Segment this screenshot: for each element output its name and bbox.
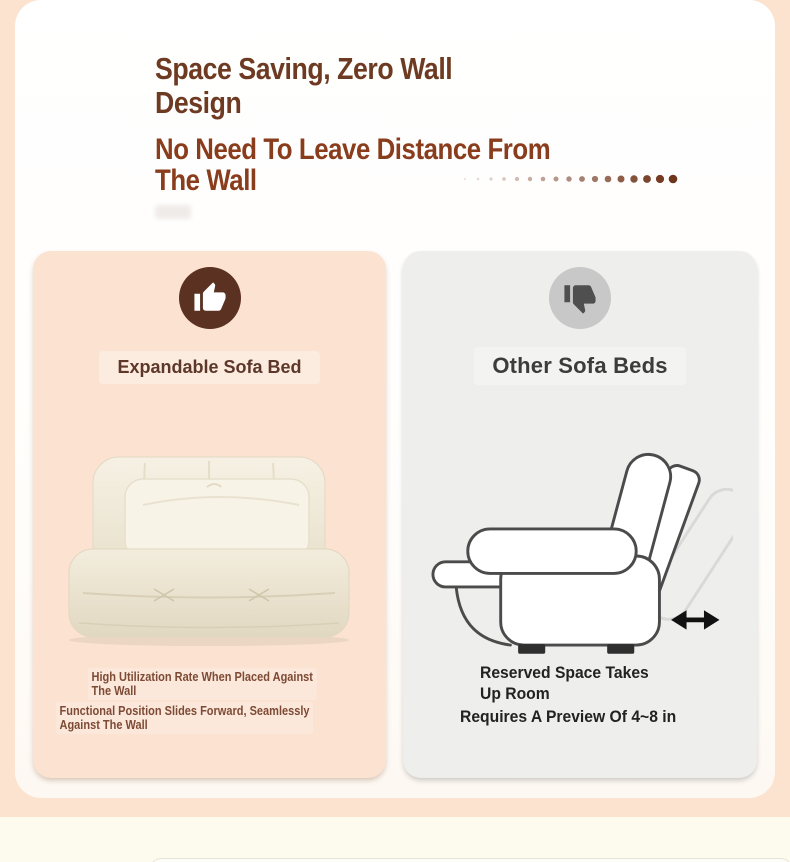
bad-point-reserved-space: [480, 663, 649, 705]
page-title-line1: Space Saving, Zero Wall: [155, 51, 453, 86]
good-card-title-text: Expandable Sofa Bed: [99, 351, 319, 384]
thumbs-down-icon: [563, 281, 597, 315]
clearance-arrow-icon: [671, 610, 719, 629]
next-section-card-peek: [150, 858, 790, 862]
recliner-shapes: [433, 449, 733, 653]
sofa-shapes: [69, 457, 349, 646]
page-subtitle-line1: No Need To Leave Distance From: [155, 133, 551, 166]
trailing-dots-icon: [460, 172, 682, 186]
bad-card-title: [403, 347, 757, 385]
good-point-2-line1: Functional Position Slides Forward, Seamlessly: [59, 704, 310, 718]
card-other-sofa-beds: [403, 251, 757, 778]
good-point-1-line2: The Wall: [91, 684, 137, 698]
thumbs-down-badge: [549, 267, 611, 329]
page-title: [155, 52, 452, 120]
subtitle-shadow-smudge: [155, 205, 191, 219]
good-point-2-line2: Against The Wall: [59, 718, 148, 732]
dots-group: [464, 175, 678, 184]
page-subtitle-line2: The Wall: [155, 164, 257, 197]
card-expandable-sofa-bed: [33, 251, 386, 778]
thumbs-up-badge: [179, 267, 241, 329]
bad-point-2-line1: Requires A Preview Of 4~8 in: [460, 708, 677, 726]
thumbs-up-icon: [193, 281, 227, 315]
recliner-line-drawing: [431, 435, 733, 677]
bad-point-preview-distance: [460, 707, 676, 728]
bad-point-1-line2: Up Room: [480, 685, 550, 703]
page-subtitle: [155, 134, 550, 196]
bad-card-title-text: Other Sofa Beds: [474, 347, 685, 385]
bad-point-1-line1: Reserved Space Takes: [480, 664, 649, 682]
good-point-slides-forward: [56, 702, 313, 734]
good-point-1-line1: High Utilization Rate When Placed Against: [91, 670, 313, 684]
page-title-line2: Design: [155, 85, 242, 120]
good-card-title: [33, 351, 386, 384]
good-point-utilization: [88, 668, 316, 700]
sofa-bed-illustration: [59, 447, 359, 647]
footer-band: [0, 817, 790, 862]
